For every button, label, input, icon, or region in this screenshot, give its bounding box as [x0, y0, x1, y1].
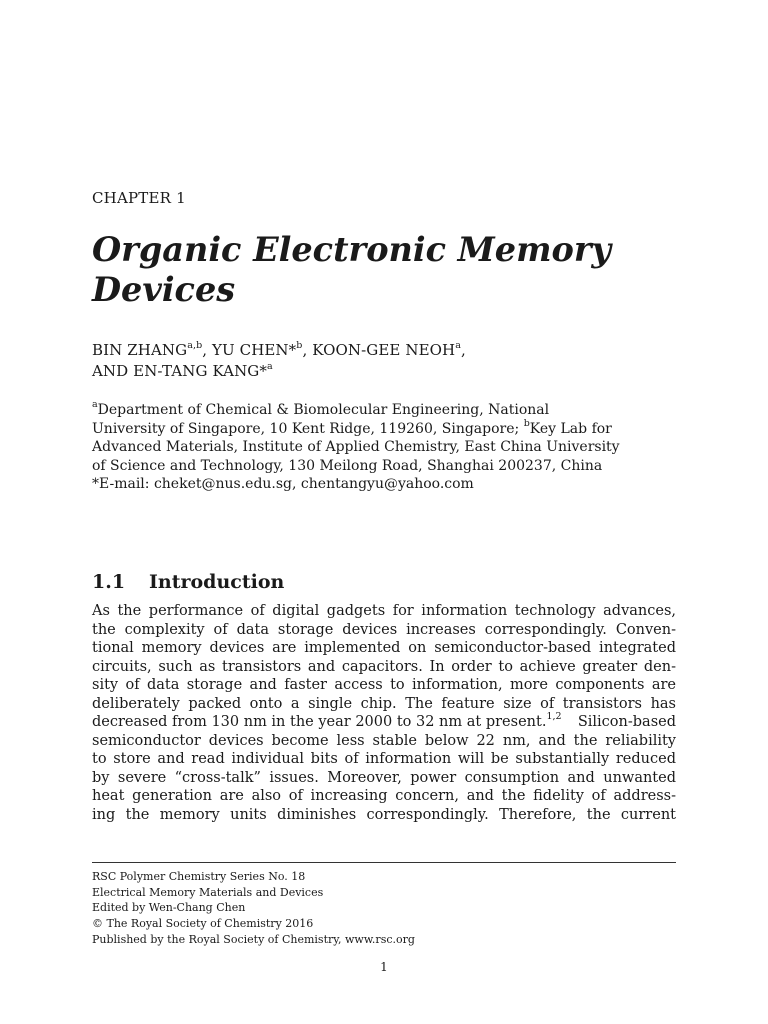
- affiliation-line: [92, 417, 620, 439]
- affiliation-mark: a: [92, 399, 98, 411]
- body-line: semiconductor devices become less stable below 22 nm, and the reliability: [92, 732, 676, 749]
- body-line: As the performance of digital gadgets for information technology advances,: [92, 603, 676, 619]
- footnote-divider: [92, 862, 676, 863]
- affiliations: [92, 401, 620, 494]
- chapter-title-line: Organic Electronic Memory: [92, 230, 611, 269]
- chapter-label: CHAPTER 1: [92, 189, 186, 207]
- body-line: ing the memory units diminishes correspondingly. Therefore, the current: [92, 807, 676, 824]
- body-line: heat generation are also of increasing concern, and the fidelity of address-: [92, 788, 676, 805]
- author-name: AND EN-TANG KANG*: [92, 362, 267, 380]
- affiliation-text: Department of Chemical & Biomolecular Engineering, National: [97, 402, 550, 418]
- author-affiliation-mark: a: [455, 340, 461, 351]
- body-line: to store and read individual bits of information will be substantially reduced: [92, 751, 676, 768]
- contact-email-line: *E-mail: cheket@nus.edu.sg, chentangyu@yahoo.com: [92, 476, 474, 493]
- body-line: by severe “cross-talk” issues. Moreover, power consumption and unwanted: [92, 769, 676, 786]
- chapter-title-line: Devices: [92, 270, 236, 309]
- affiliation-line: of Science and Technology, 130 Meilong Road, Shanghai 200237, China: [92, 457, 603, 474]
- page-number: 1: [380, 960, 388, 974]
- author-name: KOON-GEE NEOH: [312, 341, 456, 359]
- body-text-segment: decreased from 130 nm in the year 2000 to 32 nm at present.: [92, 714, 547, 731]
- author-affiliation-mark: a: [267, 361, 273, 372]
- body-line: sity of data storage and faster access to information, more components are: [92, 677, 676, 694]
- affiliation-line: [92, 401, 620, 420]
- body-paragraph: [92, 602, 676, 825]
- body-line: circuits, such as transistors and capacitors. In order to achieve greater den-: [92, 658, 676, 675]
- footnote-line: Published by the Royal Society of Chemistry, www.rsc.org: [92, 932, 415, 946]
- author-name: YU CHEN*: [212, 341, 297, 359]
- author-separator: ,: [202, 341, 213, 359]
- body-text-segment: Silicon-based: [577, 714, 676, 731]
- author-separator: ,: [302, 341, 313, 359]
- section-heading: [92, 570, 284, 594]
- body-line: deliberately packed onto a single chip. The feature size of transistors has: [92, 695, 676, 712]
- document-page: [92, 0, 676, 1024]
- author-affiliation-mark: b: [296, 340, 303, 351]
- footnote-line: RSC Polymer Chemistry Series No. 18: [92, 870, 306, 883]
- affiliation-text: Key Lab for: [529, 420, 612, 437]
- body-line-with-citation: [92, 713, 676, 732]
- section-number: 1.1: [92, 571, 126, 593]
- author-affiliation-mark: a,b: [187, 340, 203, 351]
- affiliation-text: University of Singapore, 10 Kent Ridge, 119260, Singapore;: [92, 420, 524, 437]
- section-title: Introduction: [149, 571, 285, 593]
- body-line: the complexity of data storage devices increases correspondingly. Conven-: [92, 621, 676, 638]
- publication-footnote: [92, 869, 415, 948]
- affiliation-line: Advanced Materials, Institute of Applied Chemistry, East China University: [92, 439, 620, 456]
- body-line-text: [92, 713, 562, 732]
- footnote-line: Edited by Wen-Chang Chen: [92, 901, 246, 915]
- chapter-title: [92, 230, 676, 310]
- author-separator: ,: [460, 341, 466, 359]
- footnote-line: © The Royal Society of Chemistry 2016: [92, 917, 314, 931]
- citation-mark: 1,2: [546, 711, 562, 723]
- author-line: [92, 340, 466, 361]
- footnote-line: Electrical Memory Materials and Devices: [92, 885, 324, 899]
- author-name: BIN ZHANG: [92, 341, 188, 359]
- author-list: [92, 340, 466, 382]
- body-line: tional memory devices are implemented on semiconductor-based integrated: [92, 640, 676, 657]
- affiliation-mark: b: [523, 417, 530, 429]
- author-line: [92, 361, 466, 382]
